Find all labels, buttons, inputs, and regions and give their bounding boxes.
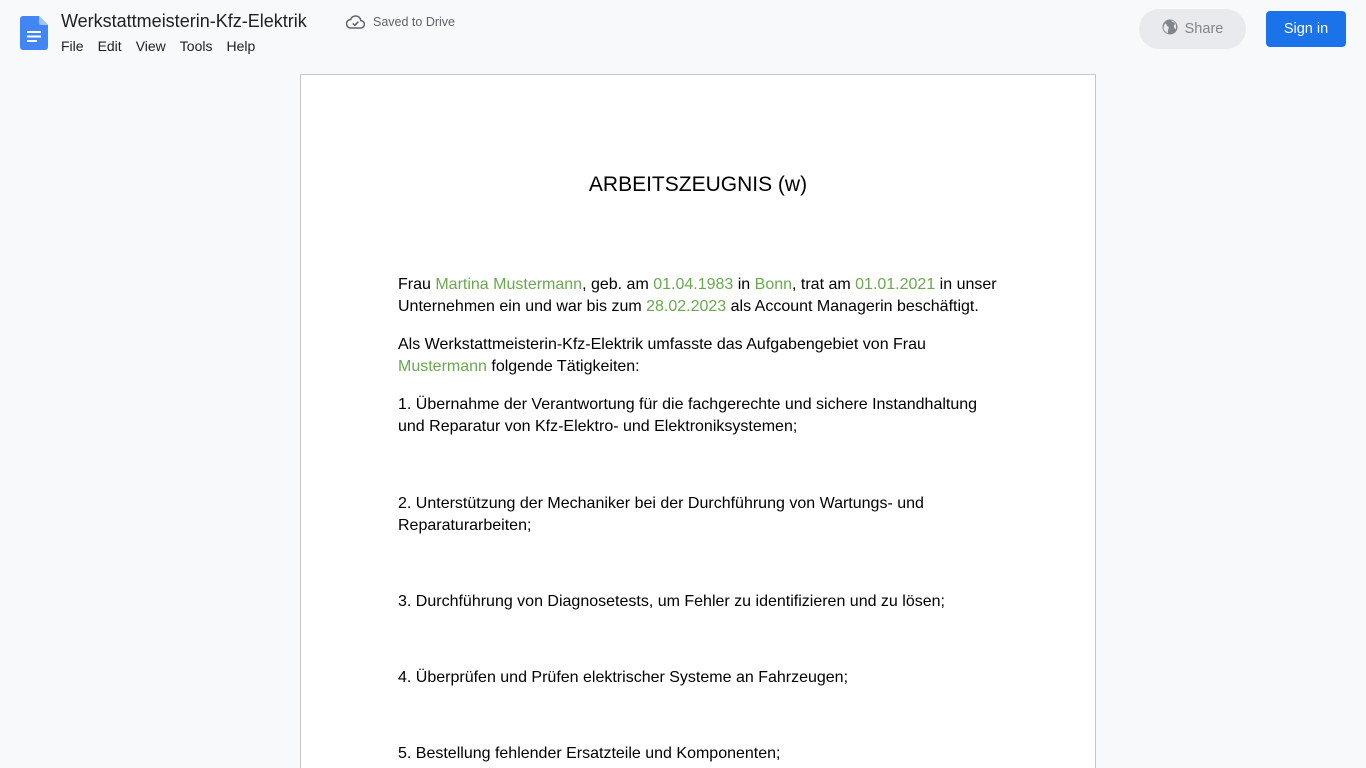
intro-text: , trat am bbox=[792, 276, 856, 293]
intro-text: als Account Managerin beschäftigt. bbox=[726, 298, 979, 315]
intro-text: , geb. am bbox=[582, 276, 654, 293]
app-header bbox=[0, 0, 1366, 64]
document-page[interactable] bbox=[300, 74, 1096, 768]
duty-item-4: 4. Überprüfen und Prüfen elektrischer Systeme an Fahrzeugen; bbox=[398, 669, 849, 686]
duty-item-1: 1. Übernahme der Verantwortung für die fachgerechte und sichere Instandhaltung und Reparatur von Kfz-Elektro- und Elektroniksystemen; bbox=[398, 396, 978, 435]
share-button[interactable] bbox=[1139, 9, 1246, 49]
intro-text: in unser Unternehmen ein und war bis zum bbox=[398, 276, 997, 315]
intro-text: in bbox=[733, 276, 755, 293]
duty-item-2: 2. Unterstützung der Mechaniker bei der Durchführung von Wartungs- und Reparaturarbeiten; bbox=[398, 495, 924, 534]
birth-date: 01.04.1983 bbox=[653, 276, 734, 293]
duties-intro-text: folgende Tätigkeiten: bbox=[486, 358, 640, 375]
intro-paragraph bbox=[398, 274, 1002, 318]
menu-tools[interactable]: Tools bbox=[179, 38, 213, 54]
menu-view[interactable]: View bbox=[135, 38, 166, 54]
intro-text: Frau bbox=[398, 276, 436, 293]
document-heading: ARBEITSZEUGNIS (w) bbox=[588, 173, 808, 196]
google-docs-icon[interactable] bbox=[20, 16, 48, 50]
menu-bar bbox=[54, 36, 262, 56]
duties-intro-text: Als Werkstattmeisterin-Kfz-Elektrik umfasste das Aufgabengebiet von Frau bbox=[398, 336, 926, 353]
duty-item-5: 5. Bestellung fehlender Ersatzteile und Komponenten; bbox=[398, 745, 781, 762]
duty-item-3: 3. Durchführung von Diagnosetests, um Fehler zu identifizieren und zu lösen; bbox=[398, 593, 945, 610]
menu-edit[interactable]: Edit bbox=[97, 38, 122, 54]
cloud-done-icon bbox=[346, 15, 365, 29]
employee-name: Martina Mustermann bbox=[435, 276, 583, 293]
menu-help[interactable]: Help bbox=[226, 38, 256, 54]
share-button-label: Share bbox=[1184, 21, 1224, 37]
duties-intro-paragraph bbox=[398, 334, 1002, 378]
saved-status-label: Saved to Drive bbox=[373, 15, 455, 29]
birth-place: Bonn bbox=[754, 276, 793, 293]
menu-file[interactable]: File bbox=[61, 38, 84, 54]
document-title[interactable]: Werkstattmeisterin-Kfz-Elektrik bbox=[61, 11, 307, 31]
save-status[interactable] bbox=[346, 13, 455, 31]
sign-in-button[interactable]: Sign in bbox=[1266, 11, 1346, 47]
end-date: 28.02.2023 bbox=[646, 298, 727, 315]
start-date: 01.01.2021 bbox=[855, 276, 936, 293]
employee-surname: Mustermann bbox=[398, 358, 487, 375]
globe-icon bbox=[1162, 19, 1178, 39]
